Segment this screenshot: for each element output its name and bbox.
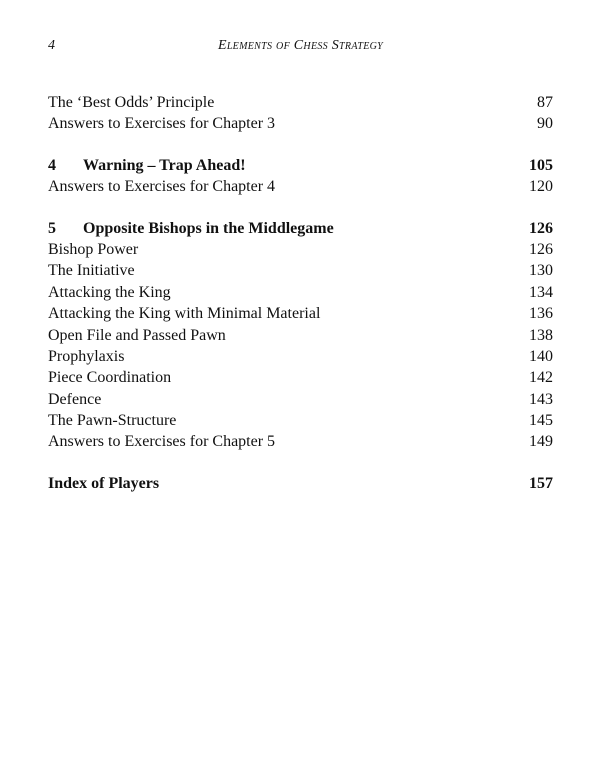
toc-entry-page: 136 <box>529 305 553 323</box>
table-of-contents <box>48 92 553 494</box>
chapter-title: Opposite Bishops in the Middlegame <box>83 219 334 237</box>
toc-entry[interactable] <box>48 431 553 452</box>
spacer <box>48 198 553 218</box>
toc-entry-title: The Pawn-Structure <box>48 412 177 430</box>
toc-entry[interactable] <box>48 113 553 134</box>
toc-entry-title: The Initiative <box>48 262 135 280</box>
toc-entry-title: Prophylaxis <box>48 347 125 365</box>
chapter-number: 4 <box>48 156 56 174</box>
toc-entry-page: 138 <box>529 326 553 344</box>
toc-entry-page: 126 <box>529 240 553 258</box>
toc-entry-title: Answers to Exercises for Chapter 4 <box>48 178 276 196</box>
chapter-heading <box>48 218 334 239</box>
toc-entry-page: 143 <box>529 390 553 408</box>
toc-entry-title: Attacking the King with Minimal Material <box>48 305 321 323</box>
toc-entry-page: 142 <box>529 369 553 387</box>
chapter-page: 126 <box>529 219 553 237</box>
page-number: 4 <box>48 38 55 53</box>
page-header <box>48 38 553 58</box>
index-page: 157 <box>529 474 553 492</box>
toc-entry[interactable] <box>48 92 553 113</box>
toc-entry[interactable] <box>48 325 553 346</box>
chapter-number: 5 <box>48 219 56 237</box>
toc-entry-title: Answers to Exercises for Chapter 5 <box>48 433 276 451</box>
toc-entry-title: Bishop Power <box>48 240 139 258</box>
toc-entry-title: Answers to Exercises for Chapter 3 <box>48 115 276 133</box>
index-title: Index of Players <box>48 474 160 492</box>
toc-entry-title: Attacking the King <box>48 283 171 301</box>
toc-entry[interactable] <box>48 410 553 431</box>
toc-entry-page: 90 <box>537 115 553 133</box>
toc-entry[interactable] <box>48 239 553 260</box>
toc-entry-title: The ‘Best Odds’ Principle <box>48 94 215 111</box>
toc-entry[interactable] <box>48 176 553 197</box>
toc-entry[interactable] <box>48 367 553 388</box>
toc-entry-page: 134 <box>529 283 553 301</box>
toc-entry[interactable] <box>48 346 553 367</box>
toc-index[interactable] <box>48 473 553 494</box>
toc-chapter-5[interactable] <box>48 218 553 239</box>
toc-entry-title: Defence <box>48 390 102 408</box>
toc-entry-page: 140 <box>529 347 553 365</box>
spacer <box>48 453 553 473</box>
toc-chapter-4[interactable] <box>48 155 553 176</box>
chapter-title: Warning – Trap Ahead! <box>83 156 246 174</box>
toc-entry[interactable] <box>48 282 553 303</box>
toc-entry[interactable] <box>48 389 553 410</box>
toc-entry-page: 149 <box>529 433 553 451</box>
toc-entry-title: Open File and Passed Pawn <box>48 326 226 344</box>
spacer <box>48 135 553 155</box>
chapter-heading <box>48 155 246 176</box>
toc-entry-title: Piece Coordination <box>48 369 172 387</box>
toc-entry[interactable] <box>48 260 553 281</box>
toc-entry-page: 130 <box>529 262 553 280</box>
toc-entry-page: 145 <box>529 412 553 430</box>
toc-entry-page: 120 <box>529 178 553 196</box>
running-title: Elements of Chess Strategy <box>217 38 384 53</box>
toc-entry-page: 87 <box>537 94 553 111</box>
toc-entry[interactable] <box>48 303 553 324</box>
chapter-page: 105 <box>529 156 553 174</box>
